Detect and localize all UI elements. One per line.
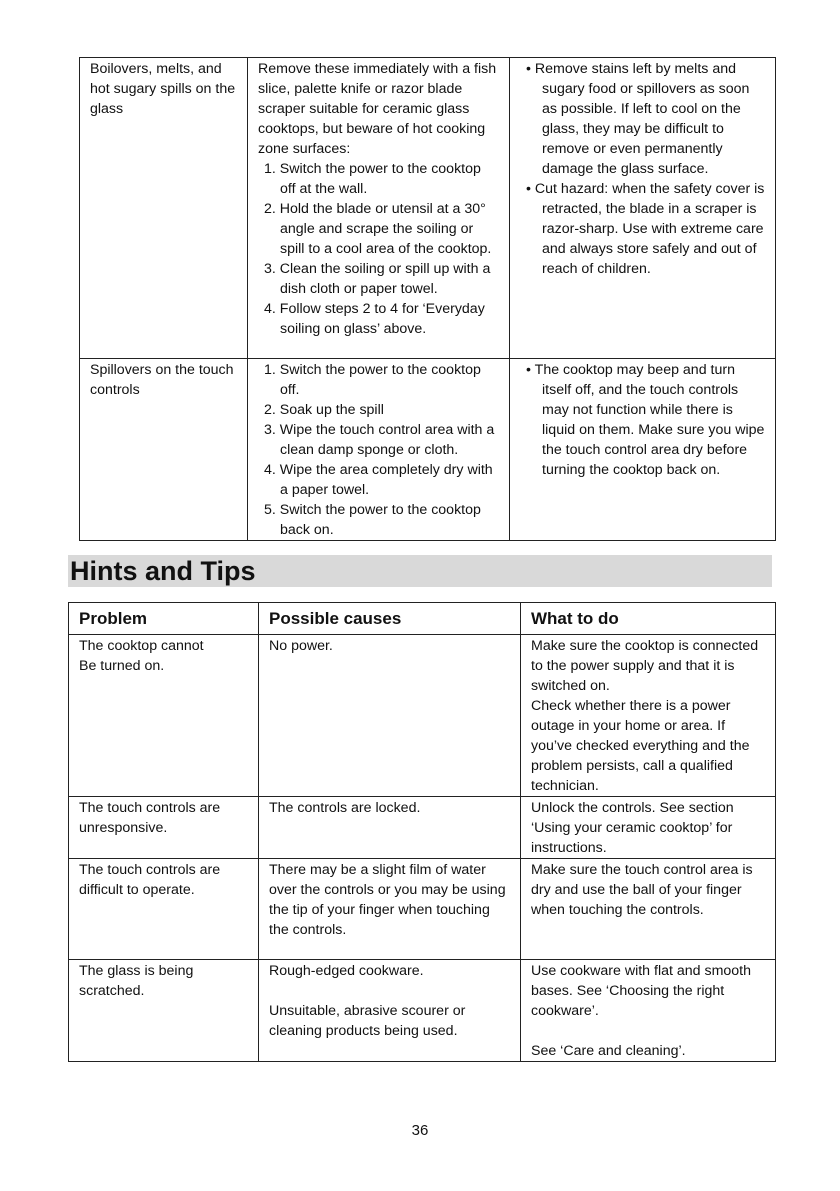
- step-item: 3. Clean the soiling or spill up with a dish cloth or paper towel.: [264, 261, 491, 297]
- action-text: Make sure the cooktop is connected to the power supply and that it is switched on.: [531, 638, 759, 694]
- action-cell: [521, 797, 776, 859]
- table-row: [69, 635, 776, 797]
- notes-cell: [510, 359, 776, 541]
- problem-text: The cooktop cannot: [79, 638, 204, 654]
- step-item: 2. Soak up the spill: [264, 402, 384, 418]
- section-banner: [68, 555, 772, 587]
- action-cell: [521, 859, 776, 960]
- situation-text: Spillovers on the touch controls: [90, 362, 234, 398]
- cause-cell: [259, 859, 521, 960]
- action-cell: [521, 635, 776, 797]
- cause-cell: [259, 960, 521, 1062]
- step-item: 4. Follow steps 2 to 4 for ‘Everyday soiling on glass’ above.: [264, 301, 485, 337]
- action-cell: [521, 960, 776, 1062]
- column-header-causes: Possible causes: [259, 603, 521, 635]
- situation-text: Boilovers, melts, and hot sugary spills on the glass: [90, 61, 236, 117]
- table-row: [69, 960, 776, 1062]
- problem-cell: [69, 635, 259, 797]
- note-item: • Remove stains left by melts and sugary food or spillovers as soon as possible. If left to cool on the glass, they may be difficult to remove or even permanently damage the glass surface.: [526, 61, 750, 177]
- instructions-cell: [248, 58, 510, 359]
- cause-text: Unsuitable, abrasive scourer or cleaning products being used.: [269, 1003, 466, 1039]
- page-number: 36: [411, 1122, 429, 1139]
- note-item: • The cooktop may beep and turn itself off, and the touch controls may not function while there is liquid on them. Make sure you wipe the touch control area dry before turning the cooktop back on.: [526, 362, 765, 478]
- problem-cell: [69, 859, 259, 960]
- problem-text: The touch controls are unresponsive.: [79, 800, 221, 836]
- table-row: [69, 797, 776, 859]
- cause-text: The controls are locked.: [269, 800, 421, 816]
- notes-cell: [510, 58, 776, 359]
- step-item: 4. Wipe the area completely dry with a paper towel.: [264, 462, 493, 498]
- action-text: Check whether there is a power outage in your home or area. If you’ve checked everything and the problem persists, call a qualified technician.: [531, 698, 750, 794]
- cleaning-table: [79, 57, 776, 541]
- problem-cell: [69, 797, 259, 859]
- cause-text: There may be a slight film of water over the controls or you may be using the tip of your finger when touching the controls.: [269, 862, 506, 938]
- cause-cell: [259, 635, 521, 797]
- action-text: Make sure the touch control area is dry and use the ball of your finger when touching the controls.: [531, 862, 753, 918]
- table-row: [80, 359, 776, 541]
- step-item: 2. Hold the blade or utensil at a 30° angle and scrape the soiling or spill to a cool area of the cooktop.: [264, 201, 492, 257]
- table-row: [80, 58, 776, 359]
- section-title: Hints and Tips: [70, 556, 256, 586]
- cause-text: No power.: [269, 638, 333, 654]
- column-header-problem: Problem: [69, 603, 259, 635]
- action-text: Unlock the controls. See section ‘Using your ceramic cooktop’ for instructions.: [531, 800, 734, 856]
- spacer: [269, 981, 510, 1001]
- instructions-cell: [248, 359, 510, 541]
- step-item: 1. Switch the power to the cooktop off.: [264, 362, 481, 398]
- problem-cell: [69, 960, 259, 1062]
- action-text: See ‘Care and cleaning’.: [531, 1043, 686, 1059]
- instructions-intro: Remove these immediately with a fish slice, palette knife or razor blade scraper suitable for ceramic glass cooktops, but beware of hot cooking zone surfaces:: [258, 61, 497, 157]
- table-row: [69, 859, 776, 960]
- spacer: [531, 1021, 765, 1041]
- table-header-row: [69, 603, 776, 635]
- problem-text: The glass is being scratched.: [79, 963, 194, 999]
- step-item: 3. Wipe the touch control area with a clean damp sponge or cloth.: [264, 422, 495, 458]
- action-text: Use cookware with flat and smooth bases. See ‘Choosing the right cookware’.: [531, 963, 752, 1019]
- situation-cell: [80, 359, 248, 541]
- column-header-action: What to do: [521, 603, 776, 635]
- situation-cell: [80, 58, 248, 359]
- problem-text: The touch controls are difficult to operate.: [79, 862, 221, 898]
- step-item: 1. Switch the power to the cooktop off at the wall.: [264, 161, 481, 197]
- cause-text: Rough-edged cookware.: [269, 963, 424, 979]
- note-item: • Cut hazard: when the safety cover is retracted, the blade in a scraper is razor-sharp. Use with extreme care and always store safely and out of reach of children.: [526, 181, 765, 277]
- hints-tips-table: [68, 602, 776, 1062]
- step-item: 5. Switch the power to the cooktop back on.: [264, 502, 481, 538]
- cause-cell: [259, 797, 521, 859]
- problem-text: Be turned on.: [79, 658, 165, 674]
